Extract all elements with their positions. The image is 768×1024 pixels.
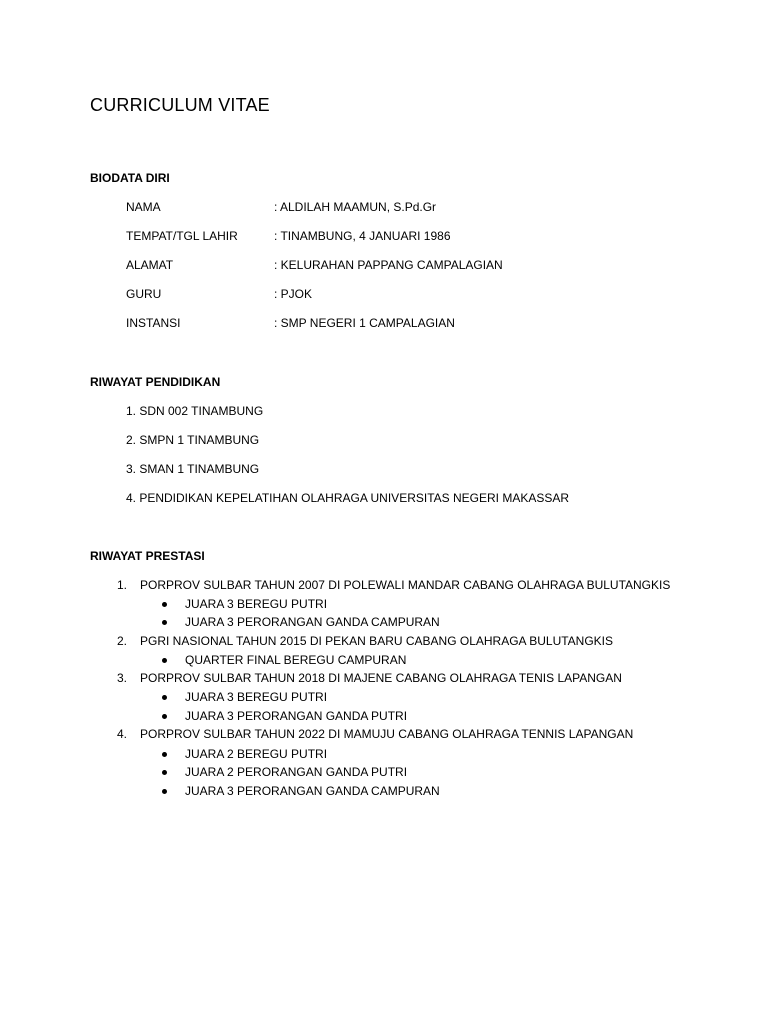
bullet-icon bbox=[162, 714, 167, 719]
biodata-label: INSTANSI bbox=[126, 316, 181, 330]
education-heading: RIWAYAT PENDIDIKAN bbox=[90, 375, 221, 389]
education-item: 4. PENDIDIKAN KEPELATIHAN OLAHRAGA UNIVERSITAS NEGERI MAKASSAR bbox=[126, 491, 570, 505]
bullet-icon bbox=[162, 602, 167, 607]
achievement-sub-item: JUARA 3 PERORANGAN GANDA PUTRI bbox=[185, 709, 408, 723]
biodata-row-subject bbox=[126, 287, 686, 305]
achievement-text: PORPROV SULBAR TAHUN 2018 DI MAJENE CABANG OLAHRAGA TENIS LAPANGAN bbox=[140, 671, 622, 685]
biodata-value: : SMP NEGERI 1 CAMPALAGIAN bbox=[274, 316, 455, 330]
biodata-row-institution bbox=[126, 316, 686, 334]
achievement-sub-item: QUARTER FINAL BEREGU CAMPURAN bbox=[185, 653, 407, 667]
bullet-icon bbox=[162, 620, 167, 625]
achievement-number: 3. bbox=[117, 671, 128, 685]
achievement-number: 1. bbox=[117, 578, 128, 592]
biodata-value: : PJOK bbox=[274, 287, 313, 301]
biodata-value: : ALDILAH MAAMUN, S.Pd.Gr bbox=[274, 200, 437, 214]
achievement-number: 2. bbox=[117, 634, 128, 648]
education-item: 3. SMAN 1 TINAMBUNG bbox=[126, 462, 260, 476]
achievement-sub-item: JUARA 3 PERORANGAN GANDA CAMPURAN bbox=[185, 784, 440, 798]
document-title: CURRICULUM VITAE bbox=[90, 95, 270, 115]
biodata-label: ALAMAT bbox=[126, 258, 174, 272]
achievement-sub-item: JUARA 3 BEREGU PUTRI bbox=[185, 690, 328, 704]
bullet-icon bbox=[162, 770, 167, 775]
biodata-value: : KELURAHAN PAPPANG CAMPALAGIAN bbox=[274, 258, 503, 272]
biodata-row-birth bbox=[126, 229, 686, 247]
education-item: 1. SDN 002 TINAMBUNG bbox=[126, 404, 264, 418]
biodata-row-address bbox=[126, 258, 686, 276]
achievement-sub-item: JUARA 3 BEREGU PUTRI bbox=[185, 597, 328, 611]
education-item: 2. SMPN 1 TINAMBUNG bbox=[126, 433, 260, 447]
achievement-text: PORPROV SULBAR TAHUN 2007 DI POLEWALI MANDAR CABANG OLAHRAGA BULUTANGKIS bbox=[140, 578, 671, 592]
achievement-sub-item: JUARA 2 PERORANGAN GANDA PUTRI bbox=[185, 765, 408, 779]
biodata-label: GURU bbox=[126, 287, 162, 301]
bullet-icon bbox=[162, 658, 167, 663]
achievement-text: PORPROV SULBAR TAHUN 2022 DI MAMUJU CABANG OLAHRAGA TENNIS LAPANGAN bbox=[140, 727, 634, 741]
bullet-icon bbox=[162, 752, 167, 757]
biodata-heading: BIODATA DIRI bbox=[90, 171, 170, 185]
biodata-row-name bbox=[126, 200, 686, 218]
achievements-heading: RIWAYAT PRESTASI bbox=[90, 549, 205, 563]
achievement-sub-item: JUARA 3 PERORANGAN GANDA CAMPURAN bbox=[185, 615, 440, 629]
achievement-number: 4. bbox=[117, 727, 128, 741]
biodata-label: NAMA bbox=[126, 200, 161, 214]
bullet-icon bbox=[162, 695, 167, 700]
bullet-icon bbox=[162, 789, 167, 794]
biodata-value: : TINAMBUNG, 4 JANUARI 1986 bbox=[274, 229, 451, 243]
achievement-text: PGRI NASIONAL TAHUN 2015 DI PEKAN BARU CABANG OLAHRAGA BULUTANGKIS bbox=[140, 634, 614, 648]
achievement-sub-item: JUARA 2 BEREGU PUTRI bbox=[185, 747, 328, 761]
biodata-label: TEMPAT/TGL LAHIR bbox=[126, 229, 238, 243]
